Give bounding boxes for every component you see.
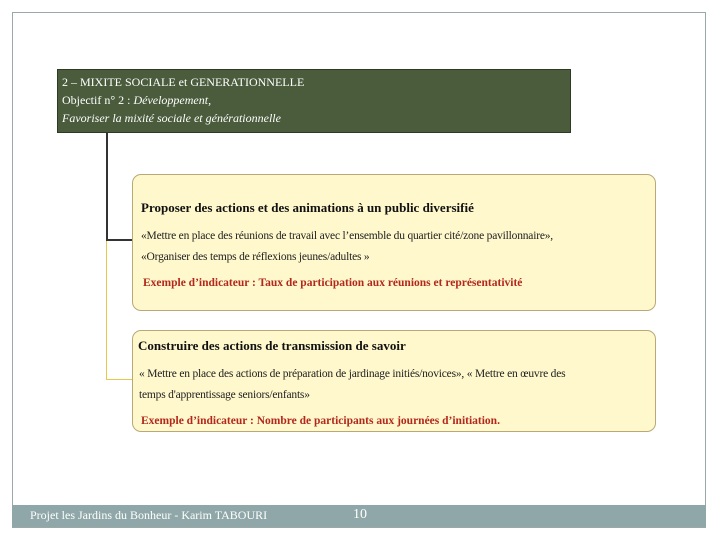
action-title-2: Construire des actions de transmission de savoir [138,338,406,353]
connector-branch-2 [106,379,133,380]
connector-vertical [106,133,108,240]
connector-branch-1 [106,239,133,241]
action-title-1: Proposer des actions et des animations à un public diversifié [141,200,474,215]
header-objective-prefix: Objectif n° 2 : [62,93,134,107]
header-title: 2 – MIXITE SOCIALE et GENERATIONNELLE [62,75,305,89]
footer-bar [12,505,706,527]
indicator-2: Exemple d’indicateur : Nombre de participants aux journées d’initiation. [141,415,500,427]
connector-vertical-2 [106,241,107,380]
header-objective [62,91,566,109]
action-box-1 [132,174,656,311]
header-objective-italic: Développement, [133,93,212,107]
objective-header [57,69,571,133]
action-text-2b: temps d'apprentissage seniors/enfants» [139,389,310,401]
action-text-1b: «Organiser des temps de réflexions jeunes/adultes » [141,251,370,263]
header-subtitle: Favoriser la mixité sociale et générationnelle [62,111,281,125]
action-text-2a: « Mettre en place des actions de préparation de jardinage initiés/novices», « Mettre en œuvre des [139,368,566,380]
page-number: 10 [353,507,367,522]
footer-credit: Projet les Jardins du Bonheur - Karim TABOURI [30,508,268,522]
action-box-2 [132,330,656,432]
indicator-1: Exemple d’indicateur : Taux de participation aux réunions et représentativité [143,277,523,289]
action-text-1a: «Mettre en place des réunions de travail avec l’ensemble du quartier cité/zone pavillonnaire», [141,230,553,242]
